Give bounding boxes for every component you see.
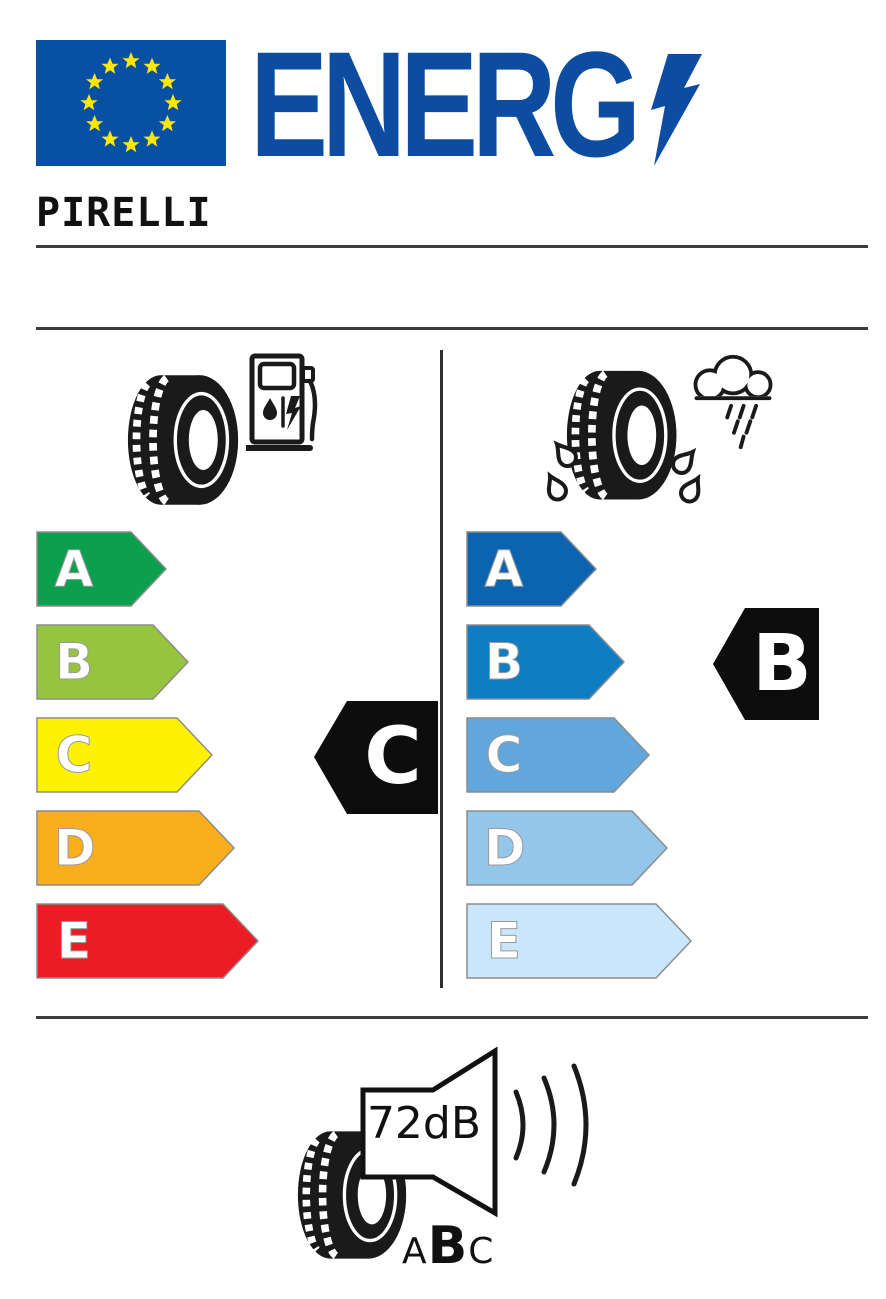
fuel-grade-label: D: [54, 819, 96, 877]
noise-class-a: A: [402, 1231, 428, 1272]
fuel-rating-arrow: [313, 700, 439, 815]
wet-scale-row-d: [466, 810, 668, 886]
wet-scale-row-b: [466, 624, 625, 700]
wet-rating-value: B: [752, 619, 812, 709]
tire-icon: [126, 372, 240, 508]
divider-line-vertical: [440, 350, 443, 988]
divider-line-top: [36, 245, 868, 248]
wet-grade-label: B: [484, 633, 524, 691]
divider-line-bottom: [36, 1016, 868, 1019]
noise-class-scale: [402, 1216, 494, 1276]
fuel-grade-label: B: [54, 633, 94, 691]
noise-class-c: C: [468, 1231, 495, 1272]
fuel-scale-row-c: [36, 717, 213, 793]
noise-db-value: 72dB: [366, 1098, 482, 1149]
fuel-pump-icon: [246, 348, 326, 454]
fuel-grade-label: C: [55, 726, 93, 784]
wet-grade-label: C: [485, 726, 523, 784]
wet-grade-label: E: [486, 912, 522, 970]
lightning-bolt-icon: [648, 54, 710, 166]
energ-logo-text: ENERG: [250, 20, 635, 188]
fuel-scale-row-b: [36, 624, 189, 700]
fuel-scale-row-e: [36, 903, 259, 979]
wet-scale-row-a: [466, 531, 597, 607]
fuel-scale-row-d: [36, 810, 235, 886]
rain-drops: [727, 406, 756, 447]
wet-grade-label: A: [484, 540, 524, 598]
sound-waves-icon: [508, 1058, 592, 1192]
divider-line-middle: [36, 327, 868, 330]
wet-grade-label: D: [484, 819, 526, 877]
eu-flag: [36, 40, 226, 166]
wet-scale-row-c: [466, 717, 650, 793]
fuel-scale-row-a: [36, 531, 167, 607]
fuel-grade-label: A: [54, 540, 94, 598]
fuel-grade-label: E: [56, 912, 92, 970]
noise-class-b-selected: B: [427, 1216, 469, 1276]
fuel-rating-value: C: [364, 712, 422, 802]
brand-name: PIRELLI: [36, 190, 212, 236]
wet-scale-row-e: [466, 903, 692, 979]
wet-rating-arrow: [712, 607, 820, 721]
rain-cloud-icon: [683, 350, 783, 454]
